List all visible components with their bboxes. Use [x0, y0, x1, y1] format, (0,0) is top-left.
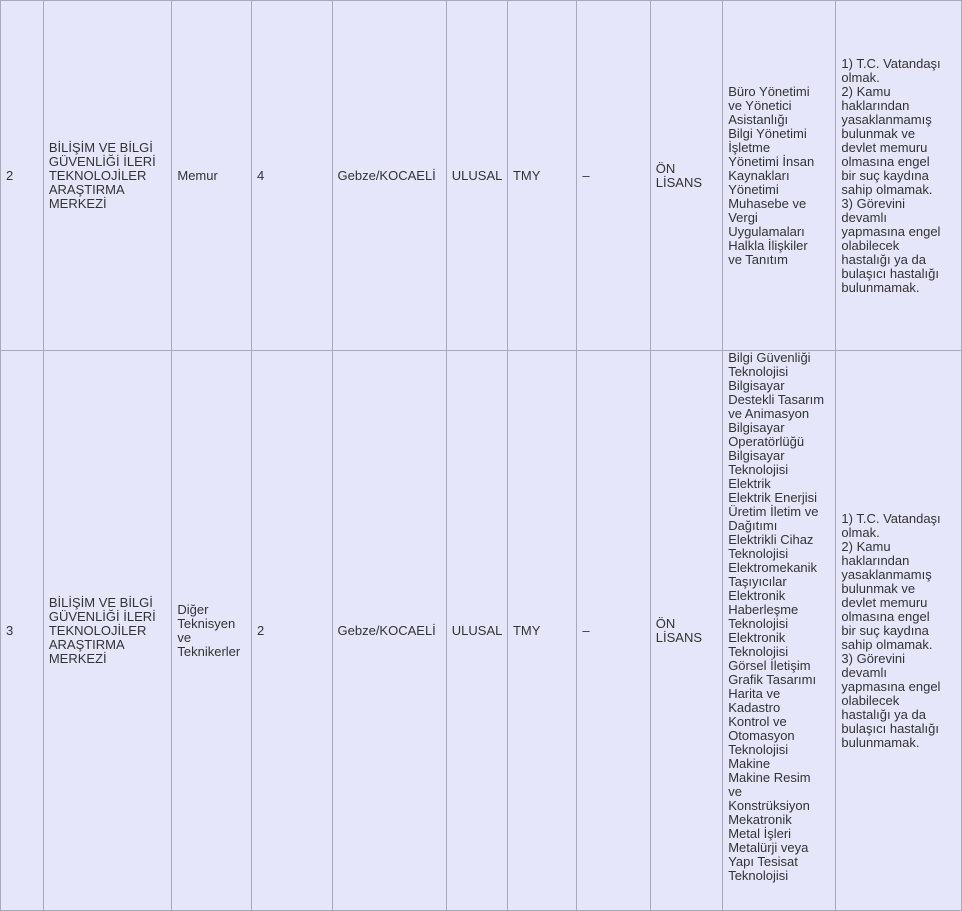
table-row — [1, 351, 962, 911]
department-line: Elektronik — [728, 588, 786, 603]
department-line: Konstrüksiyon — [728, 798, 810, 813]
education-level: ÖN LİSANS — [650, 351, 722, 911]
condition-line: bir suç kaydına — [841, 622, 929, 638]
condition-line: haklarından — [841, 552, 910, 568]
position-count: 4 — [251, 1, 332, 351]
department-line: Kadastro — [728, 700, 781, 715]
condition-line: sahip olmamak. — [841, 636, 933, 652]
condition-line: olmak. — [841, 524, 880, 540]
department-line: Büro Yönetimi — [728, 83, 810, 99]
department-line: Grafik Tasarımı — [728, 672, 817, 687]
department-line: Metal İşleri — [728, 826, 792, 841]
department-line: Kaynakları — [728, 167, 790, 183]
condition-line: devlet memuru — [841, 139, 928, 155]
department-line: Uygulamaları — [728, 223, 805, 239]
condition-line: 2) Kamu — [841, 83, 891, 99]
table-body — [1, 1, 962, 911]
department-line: Bilgisayar — [728, 420, 785, 435]
department-line: Bilgisayar — [728, 378, 785, 393]
department-line: Elektromekanik — [728, 560, 818, 575]
condition-line: bulunmamak. — [841, 734, 920, 750]
department-line: Asistanlığı — [728, 111, 789, 127]
department-line: Kontrol ve — [728, 714, 787, 729]
department-line: Halkla İlişkiler — [728, 237, 808, 253]
condition-line: bulaşıcı hastalığı — [841, 720, 939, 736]
scope: ULUSAL — [446, 351, 507, 911]
departments-cell — [723, 351, 836, 911]
department-line: Yönetimi — [728, 181, 779, 197]
condition-line: olmak. — [841, 69, 880, 85]
condition-line: bulunmamak. — [841, 279, 920, 295]
condition-line: olmasına engel — [841, 153, 930, 169]
education-level: ÖN LİSANS — [650, 1, 722, 351]
condition-line: olmasına engel — [841, 608, 930, 624]
department-line: ve Animasyon — [728, 406, 810, 421]
condition-line: bir suç kaydına — [841, 167, 929, 183]
department-line: Bilgi Yönetimi — [728, 125, 807, 141]
location: Gebze/KOCAELİ — [332, 1, 446, 351]
condition-line: yapmasına engel — [841, 678, 941, 694]
department-line: Görsel İletişim — [728, 658, 811, 673]
department-line: Yönetimi İnsan — [728, 153, 815, 169]
department-line: Operatörlüğü — [728, 434, 805, 449]
condition-line: 3) Görevini — [841, 650, 905, 666]
department-line: Otomasyon — [728, 728, 795, 743]
unit-name: BİLİŞİM VE BİLGİ GÜVENLİĞİ İLERİ TEKNOLOJİLER ARAŞTIRMA MERKEZİ — [43, 1, 172, 351]
department-line: Elektrik — [728, 476, 771, 491]
department-line: ve Yönetici — [728, 97, 792, 113]
condition-line: yasaklanmamış — [841, 566, 932, 582]
condition-line: sahip olmamak. — [841, 181, 933, 197]
position-count: 2 — [251, 351, 332, 911]
department-line: Yapı Tesisat — [728, 854, 798, 869]
condition-line: bulunmak ve — [841, 580, 916, 596]
row-number: 3 — [1, 351, 44, 911]
condition-line: 1) T.C. Vatandaşı — [841, 55, 941, 71]
scope: ULUSAL — [446, 1, 507, 351]
conditions-cell — [836, 351, 962, 911]
condition-line: hastalığı ya da — [841, 706, 926, 722]
table-row — [1, 1, 962, 351]
condition-line: 1) T.C. Vatandaşı — [841, 510, 941, 526]
condition-line: 2) Kamu — [841, 538, 891, 554]
condition-line: bulunmak ve — [841, 125, 916, 141]
department-line: Vergi — [728, 209, 758, 225]
condition-line: olabilecek — [841, 692, 900, 708]
condition-line: yasaklanmamış — [841, 111, 932, 127]
score: – — [577, 351, 650, 911]
condition-line: yapmasına engel — [841, 223, 941, 239]
department-line: Teknolojisi — [728, 868, 789, 883]
condition-line: hastalığı ya da — [841, 251, 926, 267]
exam-type: TMY — [507, 1, 576, 351]
departments-cell — [723, 1, 836, 351]
department-line: Elektrik Enerjisi — [728, 490, 818, 505]
department-line: Elektrikli Cihaz — [728, 532, 814, 547]
condition-line: olabilecek — [841, 237, 900, 253]
department-line: Muhasebe ve — [728, 195, 807, 211]
condition-line: devlet memuru — [841, 594, 928, 610]
department-line: ve — [728, 784, 742, 799]
row-number: 2 — [1, 1, 44, 351]
location: Gebze/KOCAELİ — [332, 351, 446, 911]
department-line: Makine Resim — [728, 770, 811, 785]
condition-line: devamlı — [841, 664, 887, 680]
condition-line: devamlı — [841, 209, 887, 225]
position-title: Diğer Teknisyen ve Teknikerler — [172, 351, 252, 911]
department-line: Bilgisayar — [728, 448, 785, 463]
unit-name: BİLİŞİM VE BİLGİ GÜVENLİĞİ İLERİ TEKNOLOJİLER ARAŞTIRMA MERKEZİ — [43, 351, 172, 911]
department-line: Teknolojisi — [728, 616, 789, 631]
department-line: Metalürji veya — [728, 840, 809, 855]
score: – — [577, 1, 650, 351]
condition-line: haklarından — [841, 97, 910, 113]
department-line: ve Tanıtım — [728, 251, 788, 267]
department-line: İşletme — [728, 139, 771, 155]
department-line: Dağıtımı — [728, 518, 778, 533]
department-line: Teknolojisi — [728, 462, 789, 477]
department-line: Bilgi Güvenliği — [728, 350, 811, 365]
department-line: Teknolojisi — [728, 644, 789, 659]
condition-line: bulaşıcı hastalığı — [841, 265, 939, 281]
conditions-cell — [836, 1, 962, 351]
department-line: Haberleşme — [728, 602, 799, 617]
department-line: Makine — [728, 756, 771, 771]
department-line: Destekli Tasarım — [728, 392, 825, 407]
position-title: Memur — [172, 1, 252, 351]
department-line: Harita ve — [728, 686, 781, 701]
condition-line: 3) Görevini — [841, 195, 905, 211]
department-line: Teknolojisi — [728, 364, 789, 379]
exam-type: TMY — [507, 351, 576, 911]
department-line: Mekatronik — [728, 812, 792, 827]
department-line: Elektronik — [728, 630, 786, 645]
department-line: Teknolojisi — [728, 742, 789, 757]
department-line: Üretim İletim ve — [728, 504, 819, 519]
department-line: Teknolojisi — [728, 546, 789, 561]
department-line: Taşıyıcılar — [728, 574, 787, 589]
